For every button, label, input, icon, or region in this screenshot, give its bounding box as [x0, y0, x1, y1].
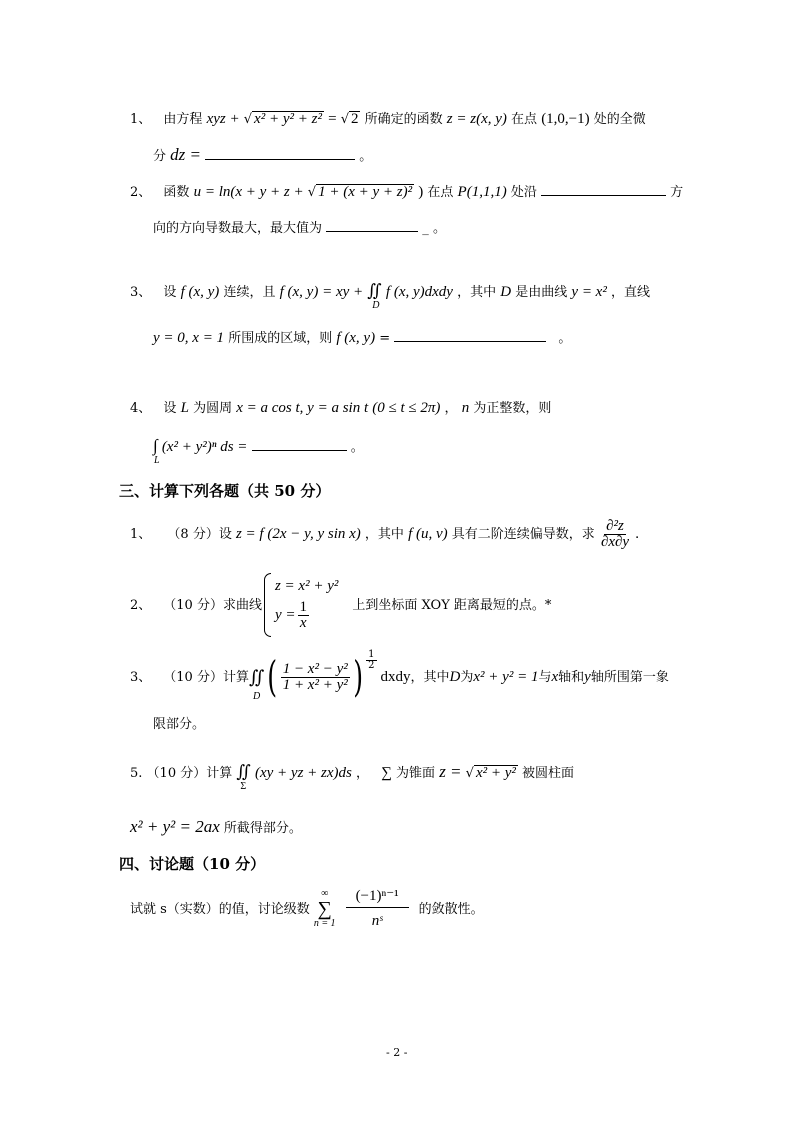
problem-3-line2: 限部分。	[153, 717, 206, 732]
line-integral-sign: ∫	[153, 436, 158, 455]
problem-5: 5. （10 分）计算 ∬ Σ (xy + yz + zx)ds ， ∑ 为锥面 z = √ x² + y² 被圆柱面	[130, 762, 575, 792]
problem-5-line2: x² + y² = 2ax 所截得部分。	[130, 817, 302, 836]
question-number: 3、	[130, 285, 152, 300]
problem-1: 1、 （8 分）设 z = f (2x − y, y sin x) ，其中 f (u, v) 具有二阶连续偏导数，求 $\frac{\text{∂²z}}{\partial x\partial y}$ .	[130, 518, 639, 550]
question-number: 1、	[130, 527, 152, 542]
question-number: 3、	[130, 669, 152, 685]
answer-blank[interactable]	[205, 147, 355, 160]
double-integral-sign: ∬	[248, 667, 265, 687]
left-brace	[264, 573, 271, 637]
question-4: 4、 设 L 为圆周 x = a cos t, y = a sin t (0 ≤ t ≤ 2π) ， n 为正整数，则	[130, 400, 552, 416]
section-3-heading: 三、计算下列各题（共 50 分）	[119, 482, 331, 500]
question-2: 2、 函数 u = ln(x + y + z + √ 1 + (x + y + z)² ) 在点 P(1,1,1) 处沿 方	[130, 184, 684, 200]
double-integral-sign: ∬	[367, 281, 382, 300]
problem-6: 试就 s（实数）的值，讨论级数 ∞ ∑ n = 1 $\frac{\text{(−1)ⁿ⁻¹}}{\text{nˢ}}$ 的敛散性。	[130, 888, 484, 929]
question-1-line2: 分 dz = 。	[153, 145, 373, 164]
answer-blank[interactable]	[394, 329, 546, 342]
summation: ∞ ∑ n = 1	[313, 888, 336, 929]
answer-blank[interactable]	[326, 219, 418, 232]
question-3-line2: y = 0, x = 1 所围成的区域，则 f (x, y) = 。	[153, 330, 572, 346]
question-number: 5.	[130, 766, 143, 781]
question-2-line2: 向的方向导数最大，最大值为 _ 。	[153, 221, 446, 236]
sqrt-expression: √ x² + y² + z²	[243, 111, 322, 127]
answer-blank[interactable]	[252, 438, 347, 451]
answer-blank[interactable]	[541, 183, 666, 196]
problem-2: 2、 （10 分）求曲线 z = x² + y² y = $\frac{1}{x}$ 上到坐标面 XOY 距离最短的点。*	[130, 573, 551, 637]
section-4-heading: 四、讨论题（10 分）	[119, 855, 266, 873]
surface-integral-sign: ∬	[236, 762, 251, 781]
question-number: 2、	[130, 185, 152, 200]
question-number: 1、	[130, 112, 152, 127]
problem-3: 3、 （10 分）计算 ∬ D ( $\frac{\text{1 − x² − y²}}{\text{1 + x² + y²}}$ ) $\frac{1}{2}$ dxdy ，其中 D 为 x² + y² = 1 与 x 轴和 y 轴所围第一象	[130, 649, 669, 702]
page-number: - 2 -	[386, 1046, 408, 1059]
question-number: 4、	[130, 401, 152, 416]
partial-derivative-fraction: $\frac{\text{∂²z}}{\partial x\partial y}$	[600, 518, 630, 550]
question-4-line2: ∫ L (x² + y²)ⁿ ds = 。	[153, 436, 364, 466]
question-3: 3、 设 f (x, y) 连续，且 f (x, y) = xy + ∬ D f (x, y)dxdy ，其中 D 是由曲线 y = x² ，直线	[130, 281, 650, 311]
question-number: 2、	[130, 597, 152, 613]
question-1: 1、 由方程 xyz + √ x² + y² + z² = √ 2 所确定的函数 z = z(x, y) 在点 (1,0,−1) 处的全微	[130, 111, 646, 127]
